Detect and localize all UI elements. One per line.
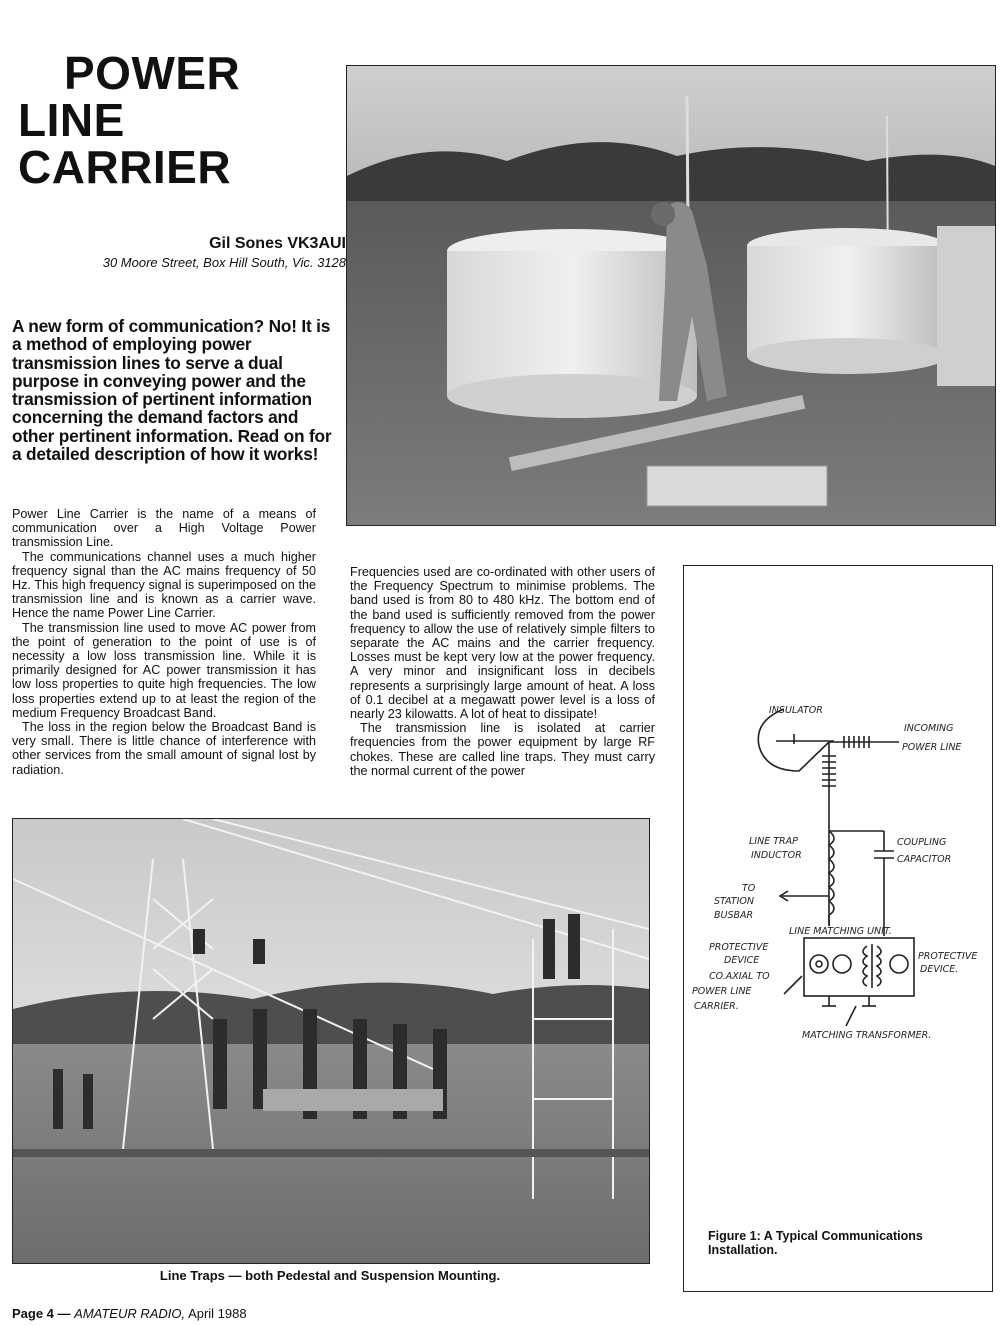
label-line-trap-2: INDUCTOR: [751, 850, 802, 861]
page-number: Page 4 —: [12, 1306, 71, 1321]
title-line-2: LINE: [18, 94, 125, 146]
issue-date: April 1988: [188, 1306, 247, 1321]
label-coax-2: POWER LINE: [692, 986, 752, 997]
paragraph: Power Line Carrier is the name of a means of communication over a High Voltage Power transmission Line.: [12, 507, 316, 550]
label-station-1: TO: [742, 883, 756, 894]
label-line-trap-1: LINE TRAP: [749, 836, 798, 847]
title-line-1: POWER: [64, 47, 241, 99]
figure-caption: Figure 1: A Typical Communications Installation.: [708, 1229, 923, 1257]
author-address: 30 Moore Street, Box Hill South, Vic. 3128: [102, 255, 346, 270]
column-2: [350, 565, 655, 778]
magazine-name: AMATEUR RADIO,: [74, 1306, 186, 1321]
lead-paragraph: A new form of communication? No! It is a method of employing power transmission lines to serve a dual purpose in conveying power and the transmission of pertinent information concerning the demand factors and other pertinent information. Read on for a detailed description of how it works!: [12, 316, 332, 465]
label-incoming-1: INCOMING: [904, 723, 954, 734]
label-protective-left-2: DEVICE: [724, 955, 760, 966]
paragraph: The loss in the region below the Broadcast Band is very small. There is little chance of interference with other services from the small amount of signal lost by radiation.: [12, 720, 316, 777]
paragraph: The transmission line used to move AC power from the point of generation to the point of use is of necessity a low loss transmission line. While it is primarily designed for AC power transmission it has low loss properties to quite high frequencies. The low loss properties extend up to at least the region of the medium Frequency Broadcast Band.: [12, 620, 316, 720]
label-station-2: STATION: [714, 896, 754, 907]
line-trap-coils-photo: [346, 65, 996, 526]
figure-1-box: [683, 565, 993, 1292]
column-1: [12, 507, 316, 777]
author-name: Gil Sones VK3AUI: [209, 235, 346, 252]
label-coupling-2: CAPACITOR: [897, 854, 952, 865]
label-matching-transformer: MATCHING TRANSFORMER.: [802, 1030, 932, 1041]
paragraph: The transmission line is isolated at carrier frequencies from the power equipment by large RF chokes. These are called line traps. They must carry the normal current of the power: [350, 721, 655, 778]
article-title: [18, 47, 338, 193]
label-protective-right-2: DEVICE.: [920, 964, 959, 975]
label-protective-left-1: PROTECTIVE: [709, 942, 769, 953]
page-footer: [12, 1306, 247, 1321]
label-coupling-1: COUPLING: [897, 837, 947, 848]
label-incoming-2: POWER LINE: [902, 742, 962, 753]
title-line-3: CARRIER: [18, 141, 232, 193]
label-station-3: BUSBAR: [714, 910, 754, 921]
paragraph: Frequencies used are co-ordinated with other users of the Frequency Spectrum to minimise problems. The band used is from 80 to 480 kHz. The bottom end of the band used is sufficiently removed from the power frequency to allow the use of relatively simple filters to separate the AC mains and the carrier frequency. Losses must be kept very low at the power frequency. A very minor and insignificant loss in decibels represents a surprisingly large amount of heat. A loss of 0.1 decibel at a megawatt power level is a loss of nearly 23 kilowatts. A lot of heat to dissipate!: [350, 565, 655, 722]
label-protective-right-1: PROTECTIVE: [918, 951, 978, 962]
paragraph: The communications channel uses a much higher frequency signal than the AC mains frequency of 50 Hz. This high frequency signal is superimposed on the transmission line and is known as a carrier wave. Hence the name Power Line Carrier.: [12, 549, 316, 621]
label-coax-1: CO.AXIAL TO: [709, 971, 770, 982]
photo-caption: Line Traps — both Pedestal and Suspension Mounting.: [159, 1268, 501, 1283]
label-insulator: INSULATOR: [769, 705, 823, 716]
label-matching-unit: LINE MATCHING UNIT.: [789, 926, 892, 937]
label-coax-3: CARRIER.: [694, 1001, 739, 1012]
byline: [30, 234, 346, 272]
substation-line-traps-photo: [12, 818, 650, 1264]
